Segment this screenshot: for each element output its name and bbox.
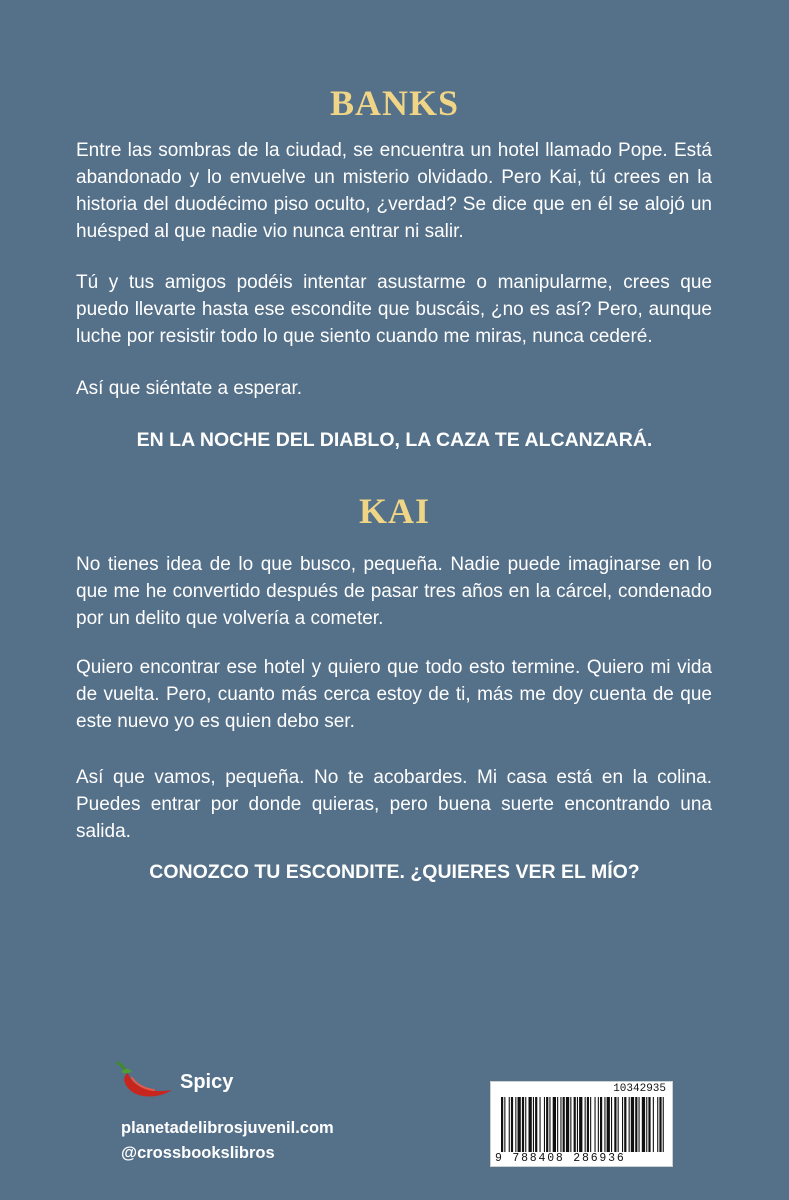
banks-paragraph-3: Así que siéntate a esperar. xyxy=(76,378,303,399)
banks-tagline: EN LA NOCHE DEL DIABLO, LA CAZA TE ALCANZARÁ. xyxy=(136,429,653,451)
barcode-code: 10342935 xyxy=(613,1083,666,1095)
barcode-bars xyxy=(499,1097,667,1152)
heading-banks: BANKS xyxy=(329,83,460,123)
heading-kai: KAI xyxy=(358,491,430,531)
banks-paragraph-1: Entre las sombras de la ciudad, se encuentra un hotel llamado Pope. Está abandonado y lo envuelve un misterio olvidado. Pero Kai, tú crees en la historia del duodécimo piso oculto, ¿verdad? Se dice que en él se alojó un huésped al que nadie vio nunca entrar ni salir. xyxy=(76,140,712,242)
kai-paragraph-1: No tienes idea de lo que busco, pequeña. Nadie puede imaginarse en lo que me he convertido después de pasar tres años en la cárcel, condenado por un delito que volvería a cometer. xyxy=(76,554,712,629)
kai-paragraph-3: Así que vamos, pequeña. No te acobardes. Mi casa está en la colina. Puedes entrar por donde quieras, pero buena suerte encontrando una salida. xyxy=(76,767,712,842)
barcode-isbn: 9 788408 286936 xyxy=(495,1152,626,1165)
spicy-label: Spicy xyxy=(180,1070,234,1093)
publisher-website-link[interactable]: planetadelibrosjuvenil.com xyxy=(121,1119,334,1137)
spicy-badge xyxy=(116,1062,233,1102)
barcode xyxy=(490,1081,673,1167)
social-handle-link[interactable]: @crossbookslibros xyxy=(121,1144,275,1162)
chili-pepper-icon xyxy=(116,1060,174,1105)
kai-paragraph-2: Quiero encontrar ese hotel y quiero que todo esto termine. Quiero mi vida de vuelta. Pero, cuanto más cerca estoy de ti, más me doy cuenta de que este nuevo yo es quien debo ser. xyxy=(76,657,712,732)
banks-paragraph-2: Tú y tus amigos podéis intentar asustarme o manipularme, crees que puedo llevarte hasta ese escondite que buscáis, ¿no es así? Pero, aunque luche por resistir todo lo que siento cuando me miras, nunca cederé. xyxy=(76,272,712,347)
kai-tagline: CONOZCO TU ESCONDITE. ¿QUIERES VER EL MÍO? xyxy=(149,861,640,883)
